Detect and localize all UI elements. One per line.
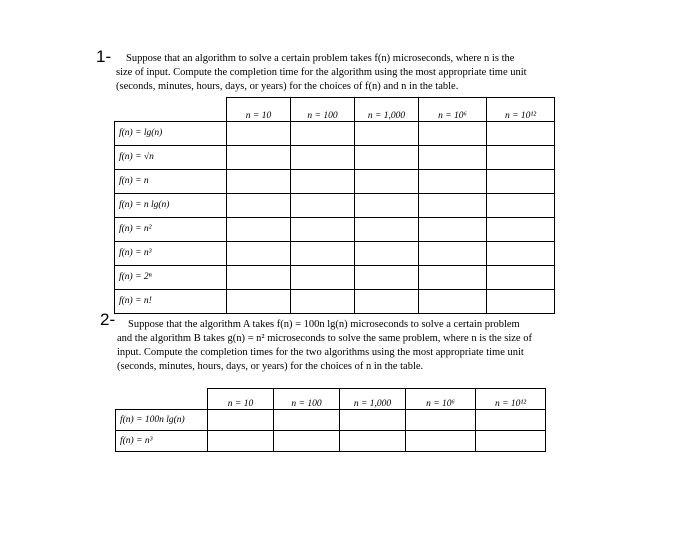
question-2-line-4: (seconds, minutes, hours, days, or years) for the choices of n in the table.: [117, 361, 424, 372]
answer-cell[interactable]: [355, 121, 419, 145]
answer-cell[interactable]: [487, 241, 555, 265]
answer-cell[interactable]: [227, 241, 291, 265]
question-1-line-3: (seconds, minutes, hours, days, or years) for the choices of f(n) and n in the table.: [116, 81, 459, 92]
question-1-number: 1-: [96, 47, 112, 66]
answer-cell[interactable]: [419, 169, 487, 193]
answer-cell[interactable]: [419, 289, 487, 313]
answer-cell[interactable]: [419, 265, 487, 289]
row-label: f(n) = n³: [116, 430, 208, 451]
answer-cell[interactable]: [208, 430, 274, 451]
column-header: n = 1,000: [340, 389, 406, 410]
answer-cell[interactable]: [291, 121, 355, 145]
answer-cell[interactable]: [291, 169, 355, 193]
answer-cell[interactable]: [340, 409, 406, 430]
answer-cell[interactable]: [355, 241, 419, 265]
table-row: [116, 409, 546, 430]
question-1-line-2: size of input. Compute the completion time for the algorithm using the most appropriate time unit: [116, 67, 527, 78]
column-header: n = 10⁶: [419, 98, 487, 122]
answer-cell[interactable]: [355, 289, 419, 313]
answer-cell[interactable]: [355, 217, 419, 241]
question-2-line-1: Suppose that the algorithm A takes f(n) = 100n lg(n) microseconds to solve a certain problem: [128, 319, 520, 330]
answer-cell[interactable]: [487, 193, 555, 217]
column-header: n = 100: [274, 389, 340, 410]
answer-cell[interactable]: [291, 289, 355, 313]
question-2-table: [115, 388, 546, 452]
table-corner: [115, 98, 227, 122]
answer-cell[interactable]: [419, 241, 487, 265]
table-row: [115, 241, 555, 265]
row-label: f(n) = 2ⁿ: [115, 265, 227, 289]
table-corner: [116, 389, 208, 410]
answer-cell[interactable]: [355, 169, 419, 193]
answer-cell[interactable]: [227, 193, 291, 217]
answer-cell[interactable]: [355, 265, 419, 289]
table-row: [115, 145, 555, 169]
column-header: n = 10: [227, 98, 291, 122]
column-header: n = 100: [291, 98, 355, 122]
row-label: f(n) = n³: [115, 241, 227, 265]
answer-cell[interactable]: [291, 265, 355, 289]
row-label: f(n) = n!: [115, 289, 227, 313]
answer-cell[interactable]: [291, 145, 355, 169]
row-label: f(n) = n²: [115, 217, 227, 241]
column-header: n = 1,000: [355, 98, 419, 122]
question-2-line-2: and the algorithm B takes g(n) = n² microseconds to solve the same problem, where n is the size of: [117, 333, 532, 344]
answer-cell[interactable]: [274, 409, 340, 430]
answer-cell[interactable]: [487, 265, 555, 289]
answer-cell[interactable]: [487, 289, 555, 313]
answer-cell[interactable]: [208, 409, 274, 430]
answer-cell[interactable]: [227, 289, 291, 313]
answer-cell[interactable]: [291, 241, 355, 265]
question-1-table: [114, 97, 555, 314]
answer-cell[interactable]: [406, 409, 476, 430]
question-2-line-3: input. Compute the completion times for the two algorithms using the most appropriate time unit: [117, 347, 524, 358]
answer-cell[interactable]: [487, 217, 555, 241]
answer-cell[interactable]: [291, 217, 355, 241]
row-label: f(n) = lg(n): [115, 121, 227, 145]
table-row: [116, 430, 546, 451]
column-header: n = 10¹²: [487, 98, 555, 122]
table-row: [115, 169, 555, 193]
table-row: [115, 121, 555, 145]
answer-cell[interactable]: [227, 145, 291, 169]
table-row: [115, 217, 555, 241]
answer-cell[interactable]: [419, 193, 487, 217]
answer-cell[interactable]: [487, 169, 555, 193]
answer-cell[interactable]: [227, 121, 291, 145]
row-label: f(n) = n: [115, 169, 227, 193]
answer-cell[interactable]: [406, 430, 476, 451]
question-1-line-1: Suppose that an algorithm to solve a certain problem takes f(n) microseconds, where n is the: [126, 53, 515, 64]
row-label: f(n) = n lg(n): [115, 193, 227, 217]
column-header: n = 10: [208, 389, 274, 410]
answer-cell[interactable]: [419, 145, 487, 169]
answer-cell[interactable]: [355, 193, 419, 217]
answer-cell[interactable]: [487, 121, 555, 145]
answer-cell[interactable]: [227, 217, 291, 241]
answer-cell[interactable]: [340, 430, 406, 451]
answer-cell[interactable]: [476, 430, 546, 451]
answer-cell[interactable]: [274, 430, 340, 451]
column-header: n = 10⁶: [406, 389, 476, 410]
question-2-number: 2-: [100, 310, 116, 329]
table-row: [115, 289, 555, 313]
row-label: f(n) = 100n lg(n): [116, 409, 208, 430]
table-row: [115, 265, 555, 289]
answer-cell[interactable]: [419, 217, 487, 241]
answer-cell[interactable]: [487, 145, 555, 169]
answer-cell[interactable]: [476, 409, 546, 430]
row-label: f(n) = √n: [115, 145, 227, 169]
answer-cell[interactable]: [227, 265, 291, 289]
answer-cell[interactable]: [227, 169, 291, 193]
table-row: [115, 193, 555, 217]
answer-cell[interactable]: [355, 145, 419, 169]
answer-cell[interactable]: [419, 121, 487, 145]
answer-cell[interactable]: [291, 193, 355, 217]
column-header: n = 10¹²: [476, 389, 546, 410]
